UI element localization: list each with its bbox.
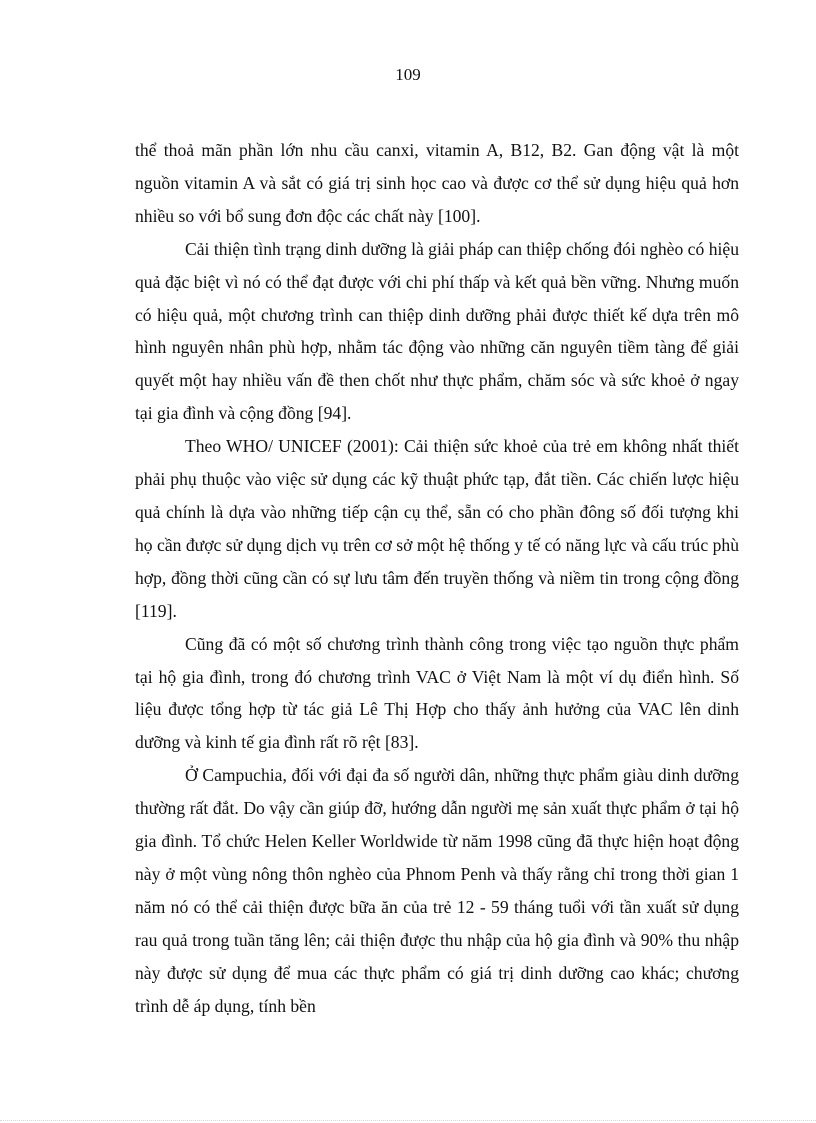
page-number: 109 [395,65,421,84]
paragraph-continued: thể thoả mãn phần lớn nhu cầu canxi, vitamin A, B12, B2. Gan động vật là một nguồn vitamin A và sắt có giá trị sinh học cao và được cơ thể sử dụng hiệu quả hơn nhiều so với bổ sung đơn độc các chất này [100]. [135,140,739,226]
paragraph-who-unicef: Theo WHO/ UNICEF (2001): Cải thiện sức khoẻ của trẻ em không nhất thiết phải phụ thuộc vào việc sử dụng các kỹ thuật phức tạp, đắt tiền. Các chiến lược hiệu quả chính là dựa vào những tiếp cận cụ thể, sẵn có cho phần đông số đối tượng khi họ cần được sử dụng dịch vụ trên cơ sở một hệ thống y tế có năng lực và cấu trúc phù hợp, đồng thời cũng cần có sự lưu tâm đến truyền thống và niềm tin trong cộng đồng [119]. [135,436,739,621]
paragraph-vac-program: Cũng đã có một số chương trình thành công trong việc tạo nguồn thực phẩm tại hộ gia đình, trong đó chương trình VAC ở Việt Nam là một ví dụ điển hình. Số liệu được tổng hợp từ tác giả Lê Thị Hợp cho thấy ảnh hưởng của VAC lên dinh dưỡng và kinh tế gia đình rất rõ rệt [83]. [135,633,739,753]
paragraph-cambodia: Ở Campuchia, đối với đại đa số người dân, những thực phẩm giàu dinh dưỡng thường rất đắt. Do vậy cần giúp đỡ, hướng dẫn người mẹ sản xuất thực phẩm ở tại hộ gia đình. Tổ chức Helen Keller Worldwide từ năm 1998 cũng đã thực hiện hoạt động này ở một vùng nông thôn nghèo của Phnom Penh và thấy rằng chỉ trong thời gian 1 năm nó có thể cải thiện được bữa ăn của trẻ 12 - 59 tháng tuổi với tần xuất sử dụng rau quả trong tuần tăng lên; cải thiện được thu nhập của hộ gia đình và 90% thu nhập này được sử dụng để mua các thực phẩm có giá trị dinh dưỡng cao khác; chương trình dễ áp dụng, tính bền [135,765,739,1016]
page-bottom-divider [0,1120,816,1121]
document-body [135,134,739,1022]
paragraph-nutrition-intervention: Cải thiện tình trạng dinh dưỡng là giải pháp can thiệp chống đói nghèo có hiệu quả đặc biệt vì nó có thể đạt được với chi phí thấp và kết quả bền vững. Nhưng muốn có hiệu quả, một chương trình can thiệp dinh dưỡng phải được thiết kế dựa trên mô hình nguyên nhân phù hợp, nhằm tác động vào những căn nguyên tiềm tàng để giải quyết một hay nhiều vấn đề then chốt như thực phẩm, chăm sóc và sức khoẻ ở ngay tại gia đình và cộng đồng [94]. [135,238,739,424]
